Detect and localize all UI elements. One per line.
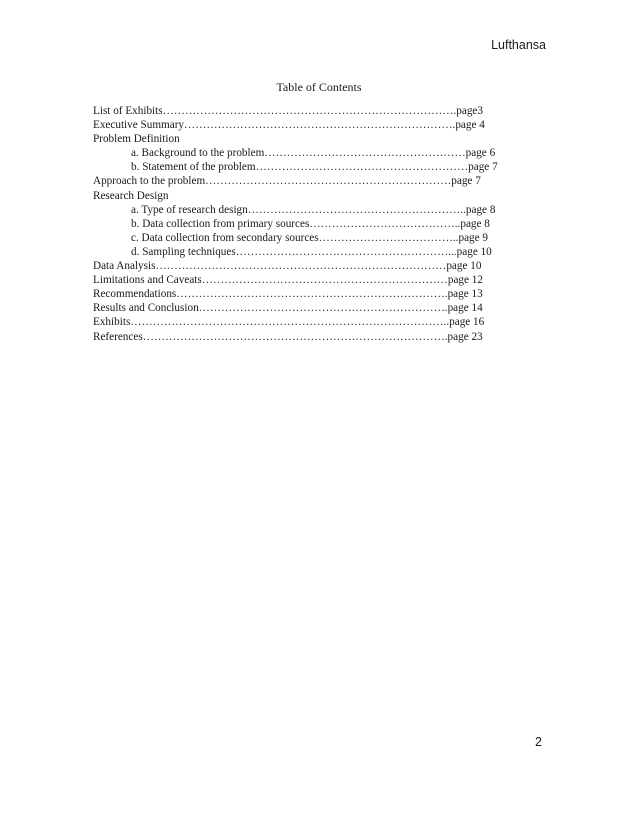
toc-entry-recommendations: Recommendations……………………………………………………………….page 13 <box>93 288 483 301</box>
toc-entry-references: References……………………………………………………………………….page 23 <box>93 330 483 343</box>
page-number: 2 <box>535 735 542 749</box>
toc-entry-sampling-techniques: d. Sampling techniques…………………………………………………...page 10 <box>131 245 492 258</box>
toc-entry-primary-sources: b. Data collection from primary sources…………………………………..page 8 <box>131 217 490 230</box>
toc-entry-exhibits: Exhibits…………………………………………………………………………..page 16 <box>93 316 485 329</box>
toc-entry-background: a. Background to the problem………………………………………………page 6 <box>131 147 496 160</box>
toc-title: Table of Contents <box>276 80 362 94</box>
toc-entry-statement: b. Statement of the problem…………………………………………………page 7 <box>131 161 498 174</box>
toc-entry-approach: Approach to the problem…………………………………………………………page 7 <box>93 175 481 188</box>
table-of-contents <box>93 104 543 344</box>
toc-entry-research-design: Research Design <box>93 189 169 202</box>
toc-entry-data-analysis: Data Analysis……………………………………………………………………page 10 <box>93 260 482 273</box>
toc-entry-secondary-sources: c. Data collection from secondary sources………………………………..page 9 <box>131 231 488 244</box>
toc-entry-results-conclusion: Results and Conclusion………………………………………………………….page 14 <box>93 302 483 315</box>
running-head: Lufthansa <box>491 38 546 52</box>
toc-entry-executive-summary: Executive Summary……………………………………………………………….page 4 <box>93 119 485 132</box>
toc-entry-limitations: Limitations and Caveats…………………………………………………………page 12 <box>93 274 483 287</box>
toc-entry-list-of-exhibits: List of Exhibits…………………………………………………………………….page3 <box>93 105 483 117</box>
toc-entry-type-of-research-design: a. Type of research design…………………………………………………..page 8 <box>131 203 496 216</box>
toc-entry-problem-definition: Problem Definition <box>93 133 180 146</box>
